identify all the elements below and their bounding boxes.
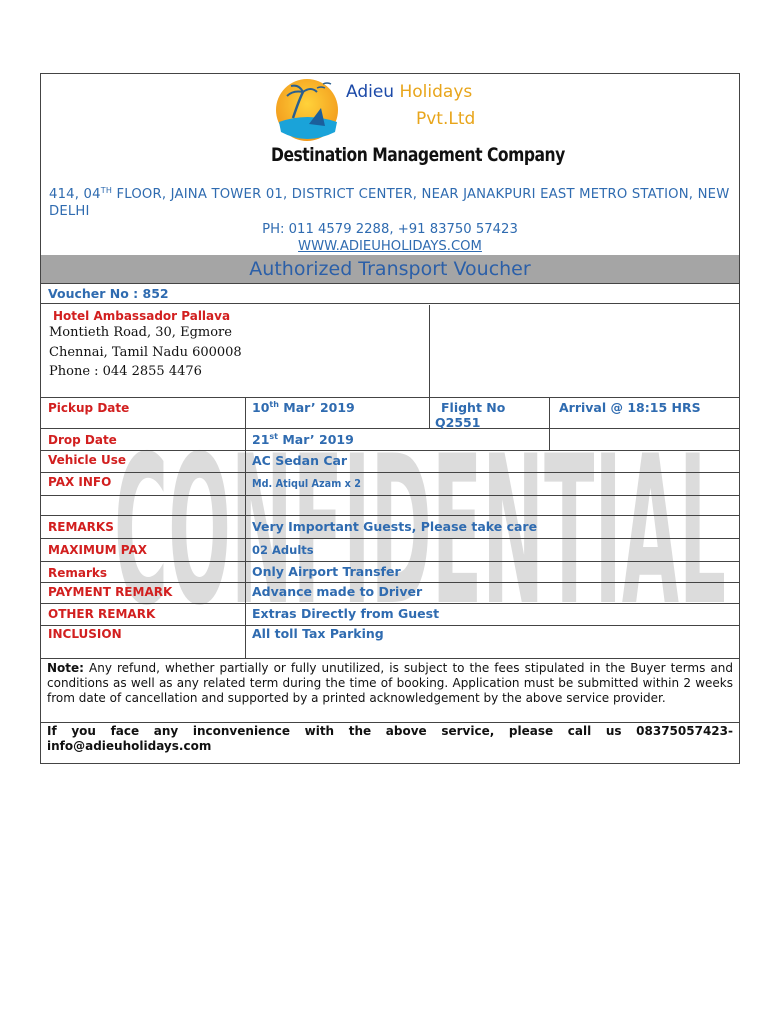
company-name-part1: Adieu bbox=[346, 82, 400, 102]
row-remarks-caps bbox=[41, 516, 739, 539]
row-inclusion bbox=[41, 626, 739, 659]
row-pax bbox=[41, 473, 739, 496]
max-pax-value: 02 Adults bbox=[252, 543, 314, 557]
row-vehicle bbox=[41, 451, 739, 473]
company-address bbox=[49, 186, 733, 220]
pax-value: Md. Atiqul Azam x 2 bbox=[252, 477, 362, 490]
voucher-title: Authorized Transport Voucher bbox=[41, 255, 739, 284]
row-remarks bbox=[41, 562, 739, 583]
refund-note bbox=[41, 659, 739, 723]
pickup-label: Pickup Date bbox=[48, 401, 130, 415]
hotel-address-line1: Montieth Road, 30, Egmore bbox=[49, 325, 232, 340]
transport-voucher bbox=[40, 73, 740, 764]
voucher-number: Voucher No : 852 bbox=[41, 284, 739, 304]
row-drop bbox=[41, 429, 739, 451]
payment-value: Advance made to Driver bbox=[252, 584, 423, 599]
drop-day-suffix: st bbox=[269, 432, 278, 441]
vehicle-value: AC Sedan Car bbox=[252, 453, 348, 468]
remarks-label: Remarks bbox=[48, 566, 108, 580]
beach-logo-icon bbox=[269, 78, 349, 144]
hotel-address-line2: Chennai, Tamil Nadu 600008 bbox=[49, 345, 242, 360]
hotel-block bbox=[41, 305, 430, 398]
company-name-part2: Holidays bbox=[399, 82, 473, 102]
company-contact bbox=[41, 221, 739, 255]
payment-label: PAYMENT REMARK bbox=[48, 585, 173, 599]
row-empty bbox=[41, 496, 739, 516]
max-pax-label: MAXIMUM PAX bbox=[48, 543, 147, 557]
row-payment bbox=[41, 583, 739, 604]
hotel-name: Hotel Ambassador Pallava bbox=[53, 309, 231, 323]
other-value: Extras Directly from Guest bbox=[252, 606, 440, 621]
flight-cell bbox=[435, 400, 505, 430]
remarks-caps-value: Very Important Guests, Please take care bbox=[252, 519, 538, 534]
remarks-value: Only Airport Transfer bbox=[252, 564, 401, 579]
row-max-pax bbox=[41, 539, 739, 562]
vehicle-label: Vehicle Use bbox=[48, 453, 126, 467]
row-other bbox=[41, 604, 739, 626]
arrival-time: Arrival @ 18:15 HRS bbox=[559, 400, 701, 415]
company-phone: PH: 011 4579 2288, +91 83750 57423 bbox=[262, 222, 518, 237]
company-name bbox=[346, 82, 472, 102]
drop-day: 21 bbox=[252, 432, 270, 447]
company-suffix: Pvt.Ltd bbox=[416, 109, 476, 129]
note-label: Note: bbox=[47, 661, 84, 675]
drop-month-year: Mar’ 2019 bbox=[278, 432, 354, 447]
drop-date bbox=[252, 432, 354, 447]
watermark-text: CONFIDENTIAL bbox=[114, 424, 726, 624]
address-part1: 414, 04 bbox=[49, 187, 101, 202]
row-pickup bbox=[41, 397, 739, 429]
flight-number: Q2551 bbox=[435, 415, 481, 430]
address-sup: TH bbox=[100, 186, 113, 195]
hotel-phone: Phone : 044 2855 4476 bbox=[49, 364, 202, 379]
company-tagline: Destination Management Company bbox=[271, 144, 565, 166]
address-part2: FLOOR, JAINA TOWER 01, DISTRICT CENTER, NEAR JANAKPURI EAST METRO STATION, NEW DELHI bbox=[49, 187, 730, 219]
pickup-date bbox=[252, 400, 355, 415]
hotel-block-empty bbox=[429, 305, 739, 398]
inclusion-value: All toll Tax Parking bbox=[252, 626, 384, 641]
drop-label: Drop Date bbox=[48, 433, 117, 447]
other-label: OTHER REMARK bbox=[48, 607, 156, 621]
remarks-caps-label: REMARKS bbox=[48, 520, 114, 534]
pickup-day: 10 bbox=[252, 400, 270, 415]
support-contact-note: If you face any inconvenience with the above service, please call us 08375057423-info@adieuholidays.com bbox=[47, 724, 733, 753]
inclusion-label: INCLUSION bbox=[48, 627, 122, 641]
voucher-header bbox=[41, 74, 739, 256]
company-website-link[interactable]: WWW.ADIEUHOLIDAYS.COM bbox=[298, 239, 482, 254]
flight-label: Flight No bbox=[441, 400, 506, 415]
pickup-month-year: Mar’ 2019 bbox=[278, 400, 355, 415]
pickup-day-suffix: th bbox=[269, 400, 279, 409]
note-text: Any refund, whether partially or fully unutilized, is subject to the fees stipulated in the Buyer terms and conditions as well as any related term during the time of booking. Application must be submitted within 2 weeks from date of cancellation and supported by a printed acknowledgement by the above service provider. bbox=[47, 661, 733, 705]
pax-label: PAX INFO bbox=[48, 475, 112, 489]
